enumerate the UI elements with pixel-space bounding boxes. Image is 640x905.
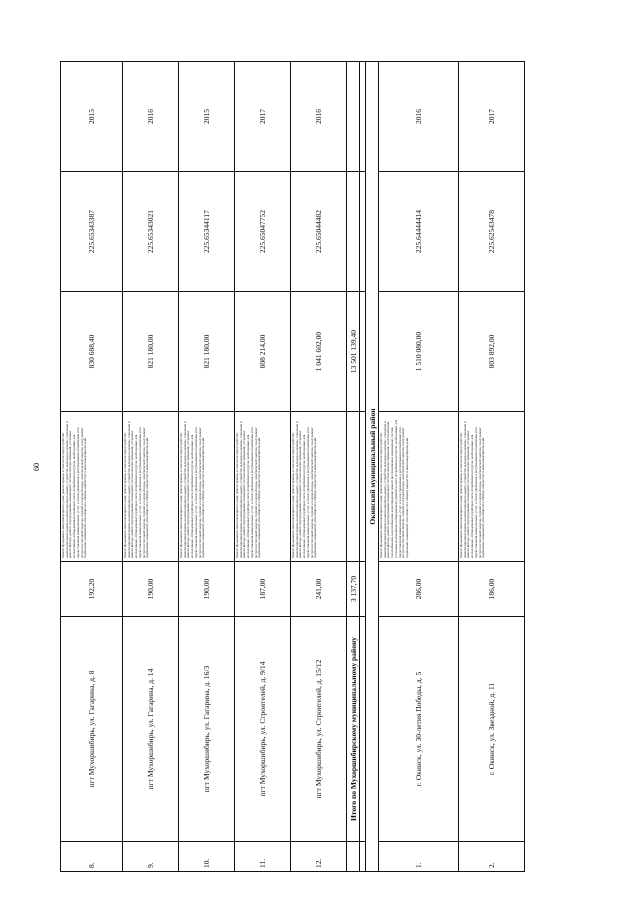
table-row: [379, 62, 459, 872]
row-number: 8.: [61, 842, 123, 872]
total-year-blank: [347, 62, 360, 172]
row-number: 10.: [179, 842, 235, 872]
address-cell: пгт Мухоршибирь, ул. Гагарина, д. 16/3: [179, 617, 235, 842]
cadastre-cell: 225.62543478: [459, 172, 525, 292]
cadastre-cell: 225.64444414: [379, 172, 459, 292]
section-title: Окинский муниципальный район: [366, 62, 379, 872]
row-number: 1.: [379, 842, 459, 872]
total-cadastre-blank: [347, 172, 360, 292]
row-number: 2.: [459, 842, 525, 872]
year-cell: 2016: [291, 62, 347, 172]
total-row: [347, 62, 360, 872]
row-number: 9.: [123, 842, 179, 872]
year-cell: 2017: [235, 62, 291, 172]
works-cell: Ремонт фундамента многоквартирного дома; ремонт крыши, в том числе переустройство невентилируемой крыши на вентилируемую крышу, устройство выходов на кровлю; утепление и ремонт фасада; ремонт внутридомовых инженерных систем электроснабжения, теплоснабжения, газоснабжения, водоснабжения, водоотведения; ремонт внутридомовых инженерных систем; установка коллективных (общедомовых) приборов учета потребления ресурсов, необходимых для предоставления коммунальных услуг, и узлов управления и регулирования потребления этих ресурсов (тепловой энергии, горячей и холодной воды, электрической энергии, газа); ремонт подвальных помещений, относящихся к общему имуществу в многоквартирном доме: [379, 412, 459, 562]
total-area: 3 137,70: [347, 562, 360, 617]
cadastre-cell: 225.65343021: [123, 172, 179, 292]
cost-cell: 808 214,00: [235, 292, 291, 412]
area-cell: 190,00: [179, 562, 235, 617]
area-cell: 190,00: [123, 562, 179, 617]
cost-cell: 1 510 080,00: [379, 292, 459, 412]
table-row: [459, 62, 525, 872]
works-cell: Ремонт фундамента многоквартирного дома; ремонт крыши, в том числе переустройство невентилируемой крыши на вентилируемую крышу, устройство выходов на кровлю; утепление и ремонт фасада; ремонт внутридомовых инженерных систем электроснабжения; установка коллективных (общедомовых) приборов учета потребления ресурсов, необходимых для предоставления коммунальных услуг, и узлов управления и регулирования потребления этих ресурсов (тепловой энергии, горячей и холодной воды, электрической энергии, газа); ремонт подвальных помещений, относящихся к общему имуществу в многоквартирном доме: [123, 412, 179, 562]
cadastre-cell: 225.65044482: [291, 172, 347, 292]
row-number: 11.: [235, 842, 291, 872]
area-cell: 186,00: [459, 562, 525, 617]
address-cell: пгт Мухоршибирь, ул. Строителей, д. 15/12: [291, 617, 347, 842]
works-cell: Ремонт фундамента многоквартирного дома; ремонт крыши, в том числе переустройство невентилируемой крыши на вентилируемую крышу, устройство выходов на кровлю; утепление и ремонт фасада; ремонт внутридомовых инженерных систем электроснабжения; установка коллективных (общедомовых) приборов учета потребления ресурсов, необходимых для предоставления коммунальных услуг, и узлов управления и регулирования потребления этих ресурсов (тепловой энергии, горячей и холодной воды, электрической энергии, газа); ремонт подвальных помещений, относящихся к общему имуществу в многоквартирном доме: [61, 412, 123, 562]
year-cell: 2015: [179, 62, 235, 172]
cadastre-cell: 225.65343387: [61, 172, 123, 292]
table-row: [123, 62, 179, 872]
row-number: 12.: [291, 842, 347, 872]
year-cell: 2015: [61, 62, 123, 172]
address-cell: г. Окинск, ул. 30-летия Победы, д. 5: [379, 617, 459, 842]
table-row: [291, 62, 347, 872]
cost-cell: 821 180,00: [179, 292, 235, 412]
cadastre-cell: 225.65047752: [235, 172, 291, 292]
year-cell: 2016: [379, 62, 459, 172]
table-row: [61, 62, 123, 872]
table-row: [235, 62, 291, 872]
works-cell: Ремонт фундамента многоквартирного дома; ремонт крыши, в том числе переустройство невентилируемой крыши на вентилируемую крышу, устройство выходов на кровлю; утепление и ремонт фасада; ремонт внутридомовых инженерных систем электроснабжения; установка коллективных (общедомовых) приборов учета потребления ресурсов, необходимых для предоставления коммунальных услуг, и узлов управления и регулирования потребления этих ресурсов (тепловой энергии, горячей и холодной воды, электрической энергии, газа); ремонт подвальных помещений, относящихся к общему имуществу в многоквартирном доме: [179, 412, 235, 562]
total-cost: 13 501 139,40: [347, 292, 360, 412]
area-cell: 192,20: [61, 562, 123, 617]
cadastre-cell: 225.65344117: [179, 172, 235, 292]
area-cell: 187,00: [235, 562, 291, 617]
table-row: [179, 62, 235, 872]
area-cell: 286,00: [379, 562, 459, 617]
works-cell: Ремонт фундамента многоквартирного дома; ремонт крыши, в том числе переустройство невентилируемой крыши на вентилируемую крышу, устройство выходов на кровлю; утепление и ремонт фасада; ремонт внутридомовых инженерных систем электроснабжения; установка коллективных (общедомовых) приборов учета потребления ресурсов, необходимых для предоставления коммунальных услуг, и узлов управления и регулирования потребления этих ресурсов (тепловой энергии, горячей и холодной воды, электрической энергии, газа); ремонт подвальных помещений, относящихся к общему имуществу в многоквартирном доме: [235, 412, 291, 562]
cost-cell: 830 688,40: [61, 292, 123, 412]
total-blank: [347, 842, 360, 872]
total-works-blank: [347, 412, 360, 562]
address-cell: пгт Мухоршибирь, ул. Строителей, д. 9/14: [235, 617, 291, 842]
section-row: [366, 62, 379, 872]
works-cell: Ремонт фундамента многоквартирного дома; ремонт крыши, в том числе переустройство невентилируемой крыши на вентилируемую крышу, устройство выходов на кровлю; утепление и ремонт фасада; ремонт внутридомовых инженерных систем электроснабжения; установка коллективных (общедомовых) приборов учета потребления ресурсов, необходимых для предоставления коммунальных услуг, и узлов управления и регулирования потребления этих ресурсов (тепловой энергии, горячей и холодной воды, электрической энергии, газа); ремонт подвальных помещений, относящихся к общему имуществу в многоквартирном доме: [291, 412, 347, 562]
capital-repair-table: [60, 61, 525, 872]
page-number: 60: [32, 463, 41, 471]
works-cell: Ремонт фундамента многоквартирного дома; ремонт крыши, в том числе переустройство невентилируемой крыши на вентилируемую крышу, устройство выходов на кровлю; утепление и ремонт фасада; ремонт внутридомовых инженерных систем электроснабжения; установка коллективных (общедомовых) приборов учета потребления ресурсов, необходимых для предоставления коммунальных услуг, и узлов управления и регулирования потребления этих ресурсов (тепловой энергии, горячей и холодной воды, электрической энергии, газа); ремонт подвальных помещений, относящихся к общему имуществу в многоквартирном доме: [459, 412, 525, 562]
total-label: Итого по Мухоршибирскому муниципальному району: [347, 617, 360, 842]
rotated-page: [32, 62, 620, 872]
area-cell: 241,00: [291, 562, 347, 617]
address-cell: пгт Мухоршибирь, ул. Гагарина, д. 14: [123, 617, 179, 842]
address-cell: пгт Мухоршибирь, ул. Гагарина, д. 8: [61, 617, 123, 842]
cost-cell: 821 180,00: [123, 292, 179, 412]
year-cell: 2017: [459, 62, 525, 172]
cost-cell: 1 041 602,00: [291, 292, 347, 412]
address-cell: г. Окинск, ул. Звездной, д. 11: [459, 617, 525, 842]
year-cell: 2016: [123, 62, 179, 172]
cost-cell: 803 892,00: [459, 292, 525, 412]
